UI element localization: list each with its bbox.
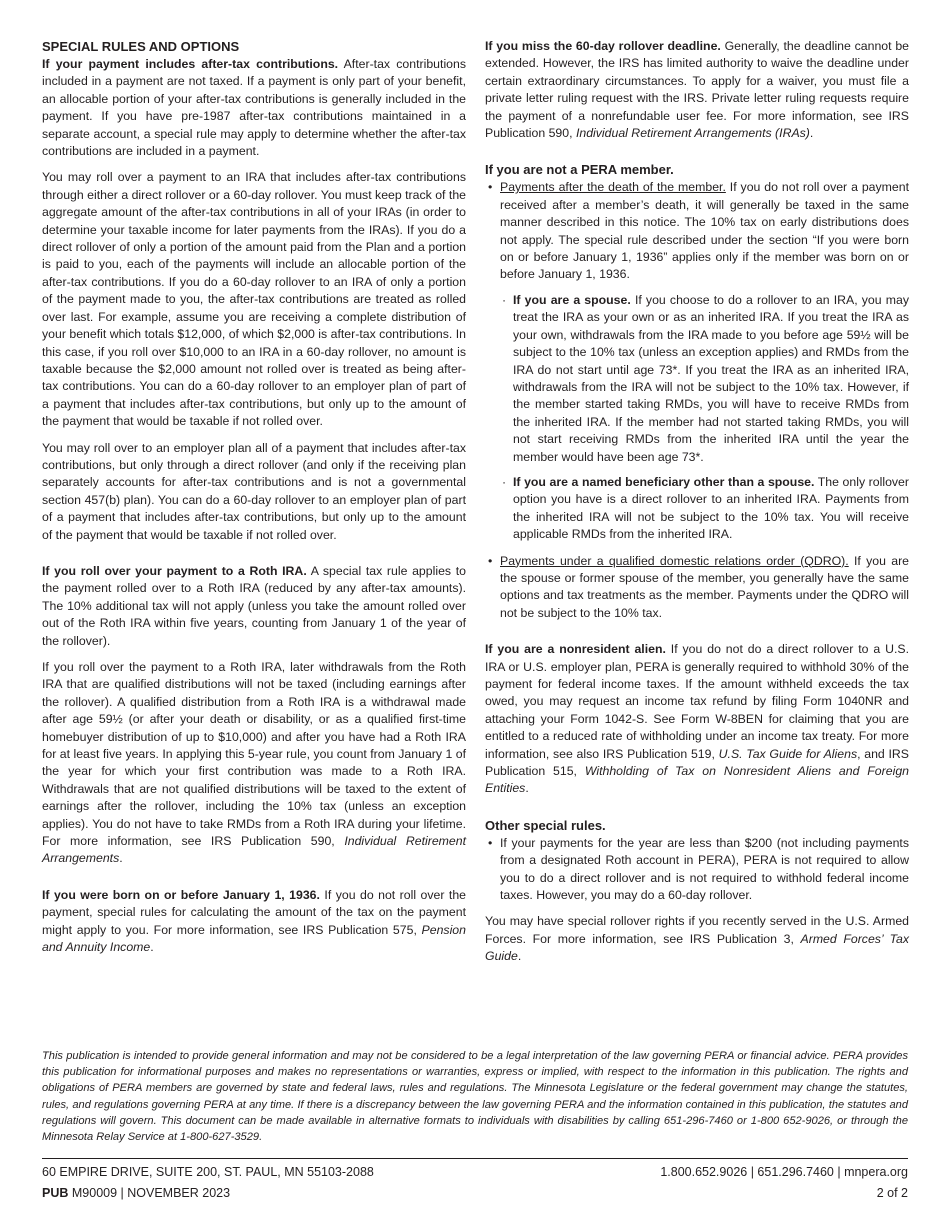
footer-address: 60 EMPIRE DRIVE, SUITE 200, ST. PAUL, MN 55103-2088 (42, 1165, 374, 1179)
section-heading: SPECIAL RULES AND OPTIONS (42, 39, 240, 54)
roth-withdrawals-paragraph: If you roll over the payment to a Roth IRA, later withdrawals from the Roth IRA that are qualified distributions will not be taxed (including earnings after the rollover). A qualified distribution from a Roth IRA is a withdrawal made after age 59½ (or after your death or disability, or as a qualified first-time homebuyer distribution of up to $10,000) and after you have had a Roth IRA for at least five years. In applying this 5-year rule, you count from January 1 of the year for which your first contribution was made to a Roth IRA. Withdrawals that are not qualified distributions will be taxed to the extent of earnings after the rollover, including the 10% tax (unless an exception applies). You do not have to take RMDs from a Roth IRA during your lifetime. For more information, see IRS Publication 590, Individual Retirement Arrangements. (42, 660, 467, 866)
list-item: • Payments under a qualified domestic relations order (QDRO). If you are the spouse or former spouse of the member, you generally have the same options and tax treatments as the member. Payments under the QDRO will not be subject to the 10% tax. (488, 553, 910, 620)
armed-forces-paragraph: You may have special rollover rights if you recently served in the U.S. Armed Forces. For more information, see IRS Publication 3, Armed Forces’ Tax Guide. (485, 914, 910, 964)
after-tax-contributions-paragraph: If your payment includes after-tax contributions. After-tax contributions included in a payment are not taxed. If a payment is only part of your benefit, an allocable portion of your after-tax contributions is generally included in the payment. If you have pre-1987 after-tax contributions maintained in a separate account, a special rule may apply to determine whether the after-tax contributions are included in a payment. (42, 57, 466, 159)
left-column (42, 38, 466, 966)
sub-bullet-marker: · (502, 474, 507, 489)
missed-deadline-paragraph: If you miss the 60-day rollover deadline. Generally, the deadline cannot be extended. However, the IRS has limited authority to waive the deadline under certain extraordinary circumstances. To apply for a waiver, you must file a private letter ruling request with the IRS. Private letter ruling requests require the payment of a nonrefundable user fee. For more information, see IRS Publication 590, Individual Retirement Arrangements (IRAs). (485, 39, 909, 141)
born-before-1936-paragraph: If you were born on or before January 1, 1936. If you do not roll over the payment, special rules for calculating the amount of the tax on the payment might apply to you. For more information, see IRS Publication 575, Pension and Annuity Income. (42, 887, 467, 955)
list-item: · If you are a named beneficiary other than a spouse. The only rollover option you have is a direct rollover to an inherited IRA. Payments from the inherited IRA will not be subject to the 10% tax. You will receive applicable RMDs from the inherited IRA. (502, 474, 909, 542)
footer-divider (42, 1158, 908, 1159)
not-pera-member-heading: If you are not a PERA member. (485, 162, 674, 178)
not-pera-member-list (485, 179, 909, 622)
other-rules-heading: Other special rules. (485, 817, 606, 833)
beneficiary-sublist (500, 292, 909, 544)
list-item: • Payments after the death of the member. If you do not roll over a payment received after a member’s death, it will generally be taxed in the same manner described in this notice. The 10% tax on early distributions does not apply. The special rule described under the section “If you were born on or before January 1, 1936” applies only if the member was born on or before January 1, 1936. · If you are a spouse. If you choose to do a rollover to an IRA, you may treat the IRA as your own or as an inherited IRA. If you treat the IRA as your own, withdrawals from the IRA made to you before age 59½ will be subject to the 10% tax (unless an exception applies) and RMDs from the IRA do not start until age 73*. If you treat the IRA as an inherited IRA, withdrawals from the IRA will not be subject to the 10% tax. However, if the member started taking RMDs, you will have to receive RMDs from the inherited IRA. If the member had not started taking RMDs, you will not start receiving RMDs from the inherited IRA until the year the member would have been age 73*. · If you are a named beneficiary other than a spouse. The only rollover option you have is a direct rollover to an inherited IRA. Payments from the inherited IRA will not be subject to the 10% tax. You will receive applicable RMDs from the inherited IRA. (485, 179, 909, 543)
list-item: • If your payments for the year are less than $200 (not including payments from a designated Roth account in PERA), PERA is not required to allow you to do a direct rollover and is not required to withhold federal income taxes. However, you may do a 60-day rollover. (488, 835, 909, 903)
roth-ira-paragraph: If you roll over your payment to a Roth IRA. A special tax rule applies to the payment rolled over to a Roth IRA (reduced by any after-tax amounts). The 10% additional tax will not apply (unless you take the amount rolled over out of the Roth IRA within five years, counting from January 1 of the year of the rollover). (42, 563, 466, 648)
other-rules-list (485, 835, 909, 905)
bullet-marker: • (488, 180, 493, 195)
bullet-marker: • (488, 553, 493, 568)
employer-plan-paragraph: You may roll over to an employer plan all of a payment that includes after-tax contributions, but only through a direct rollover (and only if the receiving plan separately accounts for after-tax contributions and is not a governmental section 457(b) plan). You can do a 60-day rollover to an employer plan of part of a payment that includes after-tax contributions, but only up to the amount of the payment that would be taxable if not rolled over. (42, 440, 466, 542)
list-item: · If you are a spouse. If you choose to do a rollover to an IRA, you may treat the IRA as your own or as an inherited IRA. If you treat the IRA as your own, withdrawals from the IRA made to you before age 59½ will be subject to the 10% tax (unless an exception applies) and RMDs from the IRA do not start until age 73*. If you treat the IRA as an inherited IRA, withdrawals from the IRA will not be subject to the 10% tax. However, if the member started taking RMDs, you will have to receive RMDs from the inherited IRA. If the member had not started taking RMDs, you will not start receiving RMDs from the inherited IRA until the year the member would have been age 73*. (502, 292, 909, 464)
ira-rollover-paragraph: You may roll over a payment to an IRA that includes after-tax contributions through either a direct rollover or a 60-day rollover. You must keep track of the aggregate amount of the after-tax contributions in all of your IRAs (in order to determine your taxable income for later payments from the IRAs). If you do a direct rollover of only a portion of the amount paid from the Plan and a portion is paid to you, each of the payments will include an allocable portion of the after-tax contributions. If you do a 60-day rollover to an IRA of only a portion of the payment made to you, the after-tax contributions are treated as rolled over last. For example, assume you are receiving a complete distribution of your benefit which totals $12,000, of which $2,000 is after-tax contributions. In this case, if you roll over $10,000 to an IRA in a 60-day rollover, no amount is taxable because the $2,000 amount not rolled over is treated as being after-tax contributions. You can do a 60-day rollover to an employer plan of part of a payment that includes after-tax contributions, but only up to the amount of the payment that would be taxable if not rolled over. (42, 170, 466, 429)
page-number: 2 of 2 (876, 1186, 908, 1200)
nonresident-alien-paragraph: If you are a nonresident alien. If you do not do a direct rollover to a U.S. IRA or U.S. employer plan, PERA is generally required to withhold 30% of the payment for federal income taxes. If the amount withheld exceeds the tax owed, you may request an income tax refund by filing Form 1040NR and attaching your Form 1042-S. See Form W-8BEN for claiming that you are entitled to a reduced rate of withholding under an income tax treaty. For more information, see also IRS Publication 519, U.S. Tax Guide for Aliens, and IRS Publication 515, Withholding of Tax on Nonresident Aliens and Foreign Entities. (485, 642, 909, 796)
sub-bullet-marker: · (502, 292, 507, 307)
footer-contact: 1.800.652.9026 | 651.296.7460 | mnpera.org (660, 1165, 908, 1179)
footer-publication: PUB M90009 | NOVEMBER 2023 (42, 1186, 231, 1200)
disclaimer: This publication is intended to provide general information and may not be considered to be a legal interpretation of the law governing PERA or financial advice. PERA provides this publication for informational purposes and makes no representations or warranties, express or implied, with respect to the information in this publication. The rights and obligations of PERA members are governed by state and federal laws, rules and regulations. The Minnesota Legislature or the federal government may change the statutes, rules, and regulations governing PERA at any time. If there is a discrepancy between the law governing PERA and the information contained in this publication, the statutes and regulations will govern. This document can be made available in alternative formats to individuals with disabilities by calling 651-296-7460 or 1-800 652-9026, or through the Minnesota Relay Service at 1-800-627-3529. (42, 1050, 908, 1144)
bullet-marker: • (488, 835, 493, 850)
right-column (485, 38, 909, 975)
